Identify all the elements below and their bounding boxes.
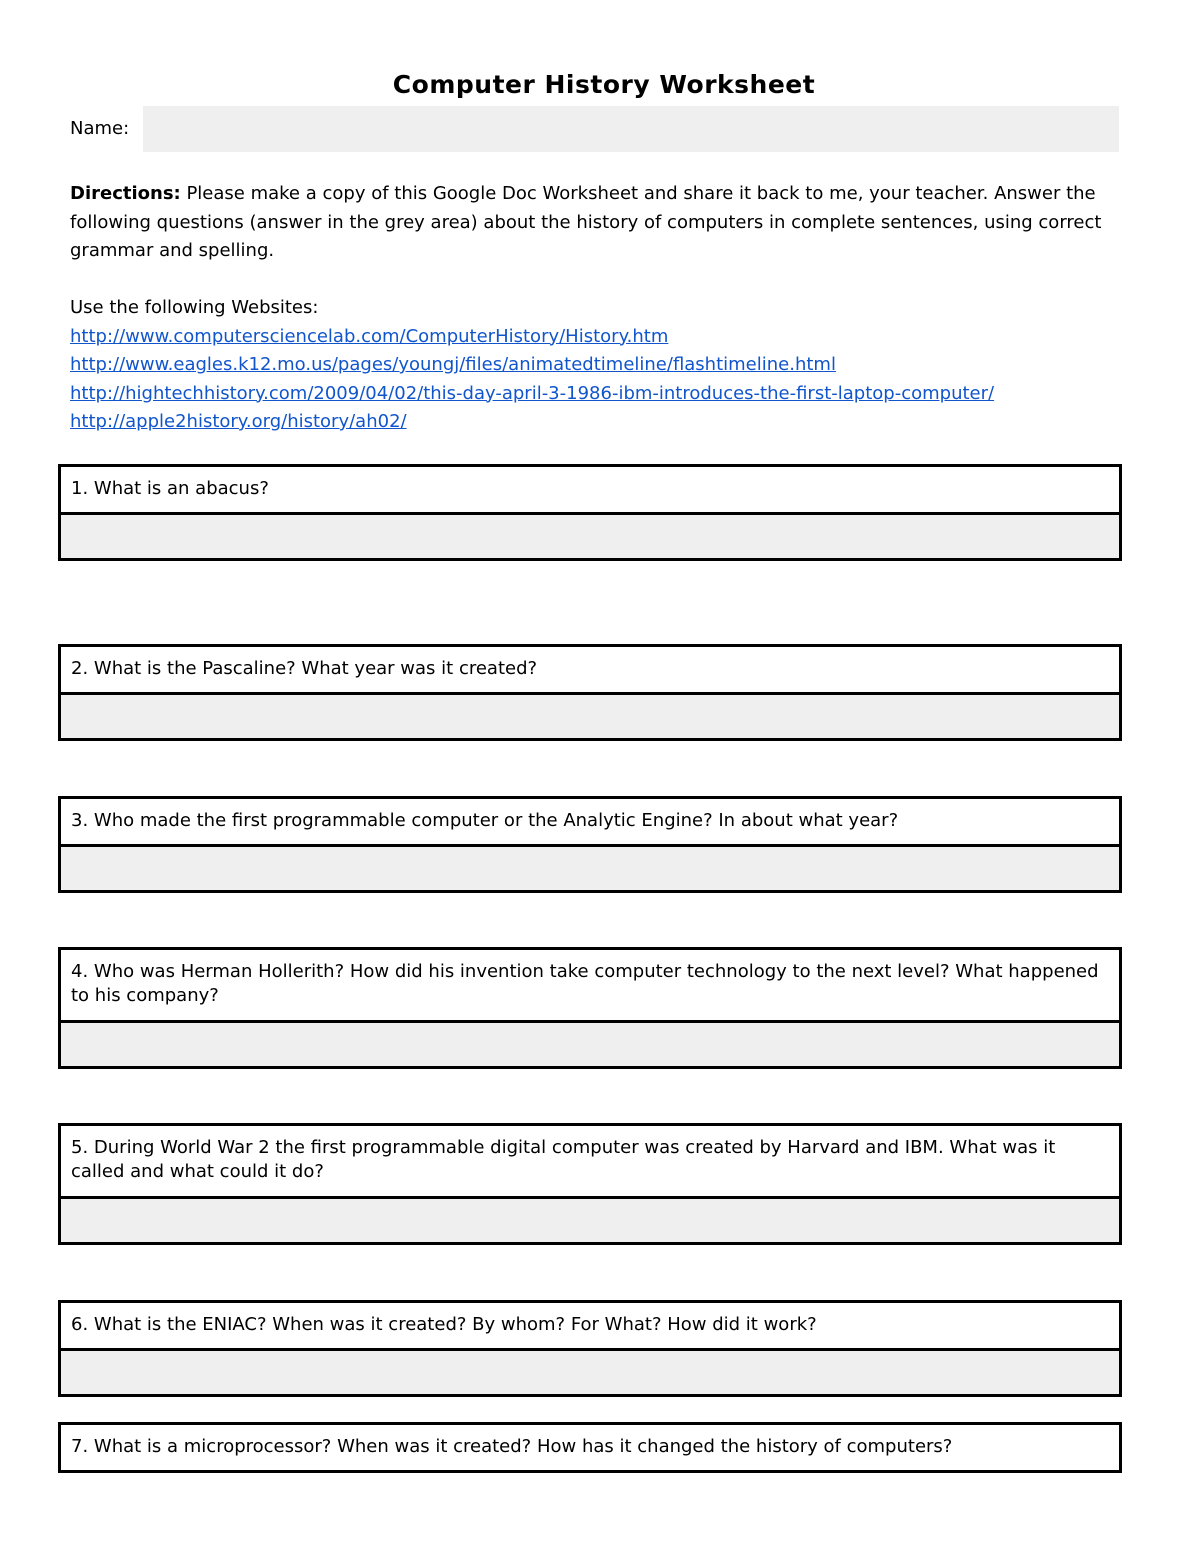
websites-list: [70, 294, 994, 437]
question-block-4: [58, 947, 1122, 1069]
answer-field-2[interactable]: [61, 695, 1119, 738]
directions-text: Please make a copy of this Google Doc Worksheet and share it back to me, your teacher. Answer the following questions (answer in the grey area) about the history of computers in complete sentences, using correct grammar and spelling.: [70, 183, 1102, 261]
answer-field-6[interactable]: [61, 1351, 1119, 1394]
question-block-7: [58, 1422, 1122, 1473]
question-text: 4. Who was Herman Hollerith? How did his invention take computer technology to the next level? What happened to his company?: [61, 950, 1119, 1023]
name-label: Name:: [70, 118, 130, 139]
answer-field-1[interactable]: [61, 515, 1119, 558]
directions: [70, 180, 1130, 266]
question-text: 1. What is an abacus?: [61, 467, 1119, 515]
directions-label: Directions:: [70, 183, 181, 204]
page-title: Computer History Worksheet: [392, 70, 816, 99]
question-text: 2. What is the Pascaline? What year was it created?: [61, 647, 1119, 695]
question-text: 7. What is a microprocessor? When was it created? How has it changed the history of computers?: [71, 1436, 953, 1457]
answer-field-3[interactable]: [61, 847, 1119, 890]
question-block-6: [58, 1300, 1122, 1397]
answer-field-4[interactable]: [61, 1023, 1119, 1066]
question-text: 6. What is the ENIAC? When was it created? By whom? For What? How did it work?: [61, 1303, 1119, 1351]
question-block-5: [58, 1123, 1122, 1245]
question-block-2: [58, 644, 1122, 741]
question-block-3: [58, 796, 1122, 893]
website-link[interactable]: http://apple2history.org/history/ah02/: [70, 411, 407, 432]
website-link[interactable]: http://hightechhistory.com/2009/04/02/this-day-april-3-1986-ibm-introduces-the-first-laptop-computer/: [70, 382, 995, 404]
answer-field-5[interactable]: [61, 1199, 1119, 1242]
name-input[interactable]: [143, 106, 1119, 152]
website-link[interactable]: http://www.eagles.k12.mo.us/pages/youngj/files/animatedtimeline/flashtimeline.html: [70, 354, 836, 375]
question-text: 5. During World War 2 the first programmable digital computer was created by Harvard and IBM. What was it called and what could it do?: [61, 1126, 1119, 1199]
websites-intro: Use the following Websites:: [70, 297, 319, 318]
question-text: 3. Who made the first programmable computer or the Analytic Engine? In about what year?: [61, 799, 1119, 847]
website-link[interactable]: http://www.computersciencelab.com/ComputerHistory/History.htm: [70, 325, 669, 347]
question-block-1: [58, 464, 1122, 561]
